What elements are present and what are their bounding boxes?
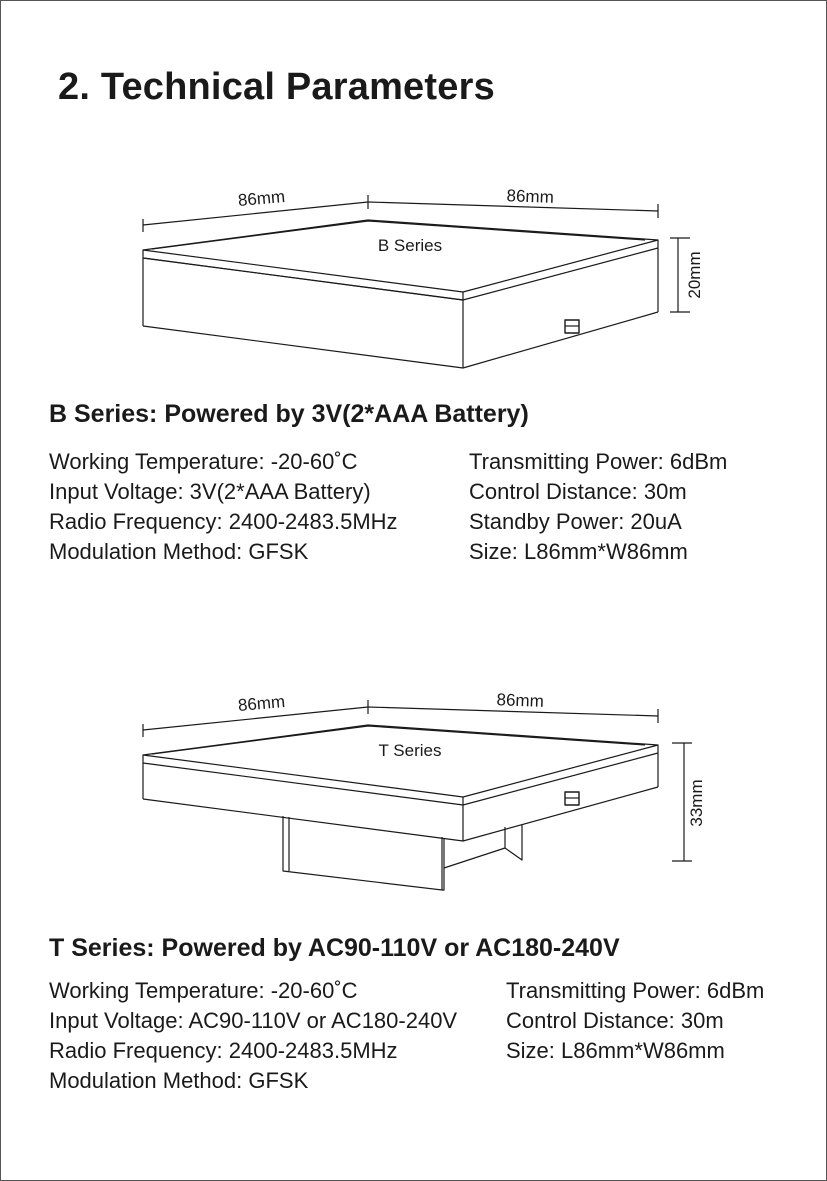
t-series-heading: T Series: Powered by AC90-110V or AC180-240V xyxy=(49,934,620,962)
spec-item: Working Temperature: -20-60˚C xyxy=(49,978,358,1003)
t-specs-right xyxy=(506,976,764,1066)
page-title: 2. Technical Parameters xyxy=(58,66,495,108)
t-series-diagram xyxy=(0,685,827,895)
spec-item: Size: L86mm*W86mm xyxy=(469,539,688,564)
b-specs-left xyxy=(49,447,398,567)
t-series-specs xyxy=(49,976,809,1096)
b-series-diagram xyxy=(0,180,827,380)
t-dimension-lines xyxy=(143,700,692,861)
b-width-label: 86mm xyxy=(237,186,286,211)
spec-item: Radio Frequency: 2400-2483.5MHz xyxy=(49,1038,398,1063)
b-height-label: 20mm xyxy=(685,251,704,299)
b-series-label: B Series xyxy=(377,236,443,255)
t-height-label: 33mm xyxy=(687,779,706,827)
spec-item: Size: L86mm*W86mm xyxy=(506,1038,725,1063)
t-depth-label: 86mm xyxy=(496,690,545,711)
spec-item: Control Distance: 30m xyxy=(469,479,687,504)
spec-item: Modulation Method: GFSK xyxy=(49,539,309,564)
spec-item: Working Temperature: -20-60˚C xyxy=(49,449,358,474)
spec-item: Standby Power: 20uA xyxy=(469,509,682,534)
t-series-label: T Series xyxy=(378,741,442,760)
spec-item: Input Voltage: 3V(2*AAA Battery) xyxy=(49,479,371,504)
b-specs-right xyxy=(469,447,727,567)
spec-item: Modulation Method: GFSK xyxy=(49,1068,309,1093)
spec-item: Radio Frequency: 2400-2483.5MHz xyxy=(49,509,398,534)
b-series-heading: B Series: Powered by 3V(2*AAA Battery) xyxy=(49,400,529,428)
spec-item: Transmitting Power: 6dBm xyxy=(506,978,765,1003)
spec-item: Control Distance: 30m xyxy=(506,1008,724,1033)
b-depth-label: 86mm xyxy=(506,186,555,207)
spec-item: Input Voltage: AC90-110V or AC180-240V xyxy=(49,1008,458,1033)
b-series-specs xyxy=(49,447,789,567)
spec-item: Transmitting Power: 6dBm xyxy=(469,449,728,474)
t-width-label: 86mm xyxy=(237,691,286,716)
t-specs-left xyxy=(49,976,457,1096)
